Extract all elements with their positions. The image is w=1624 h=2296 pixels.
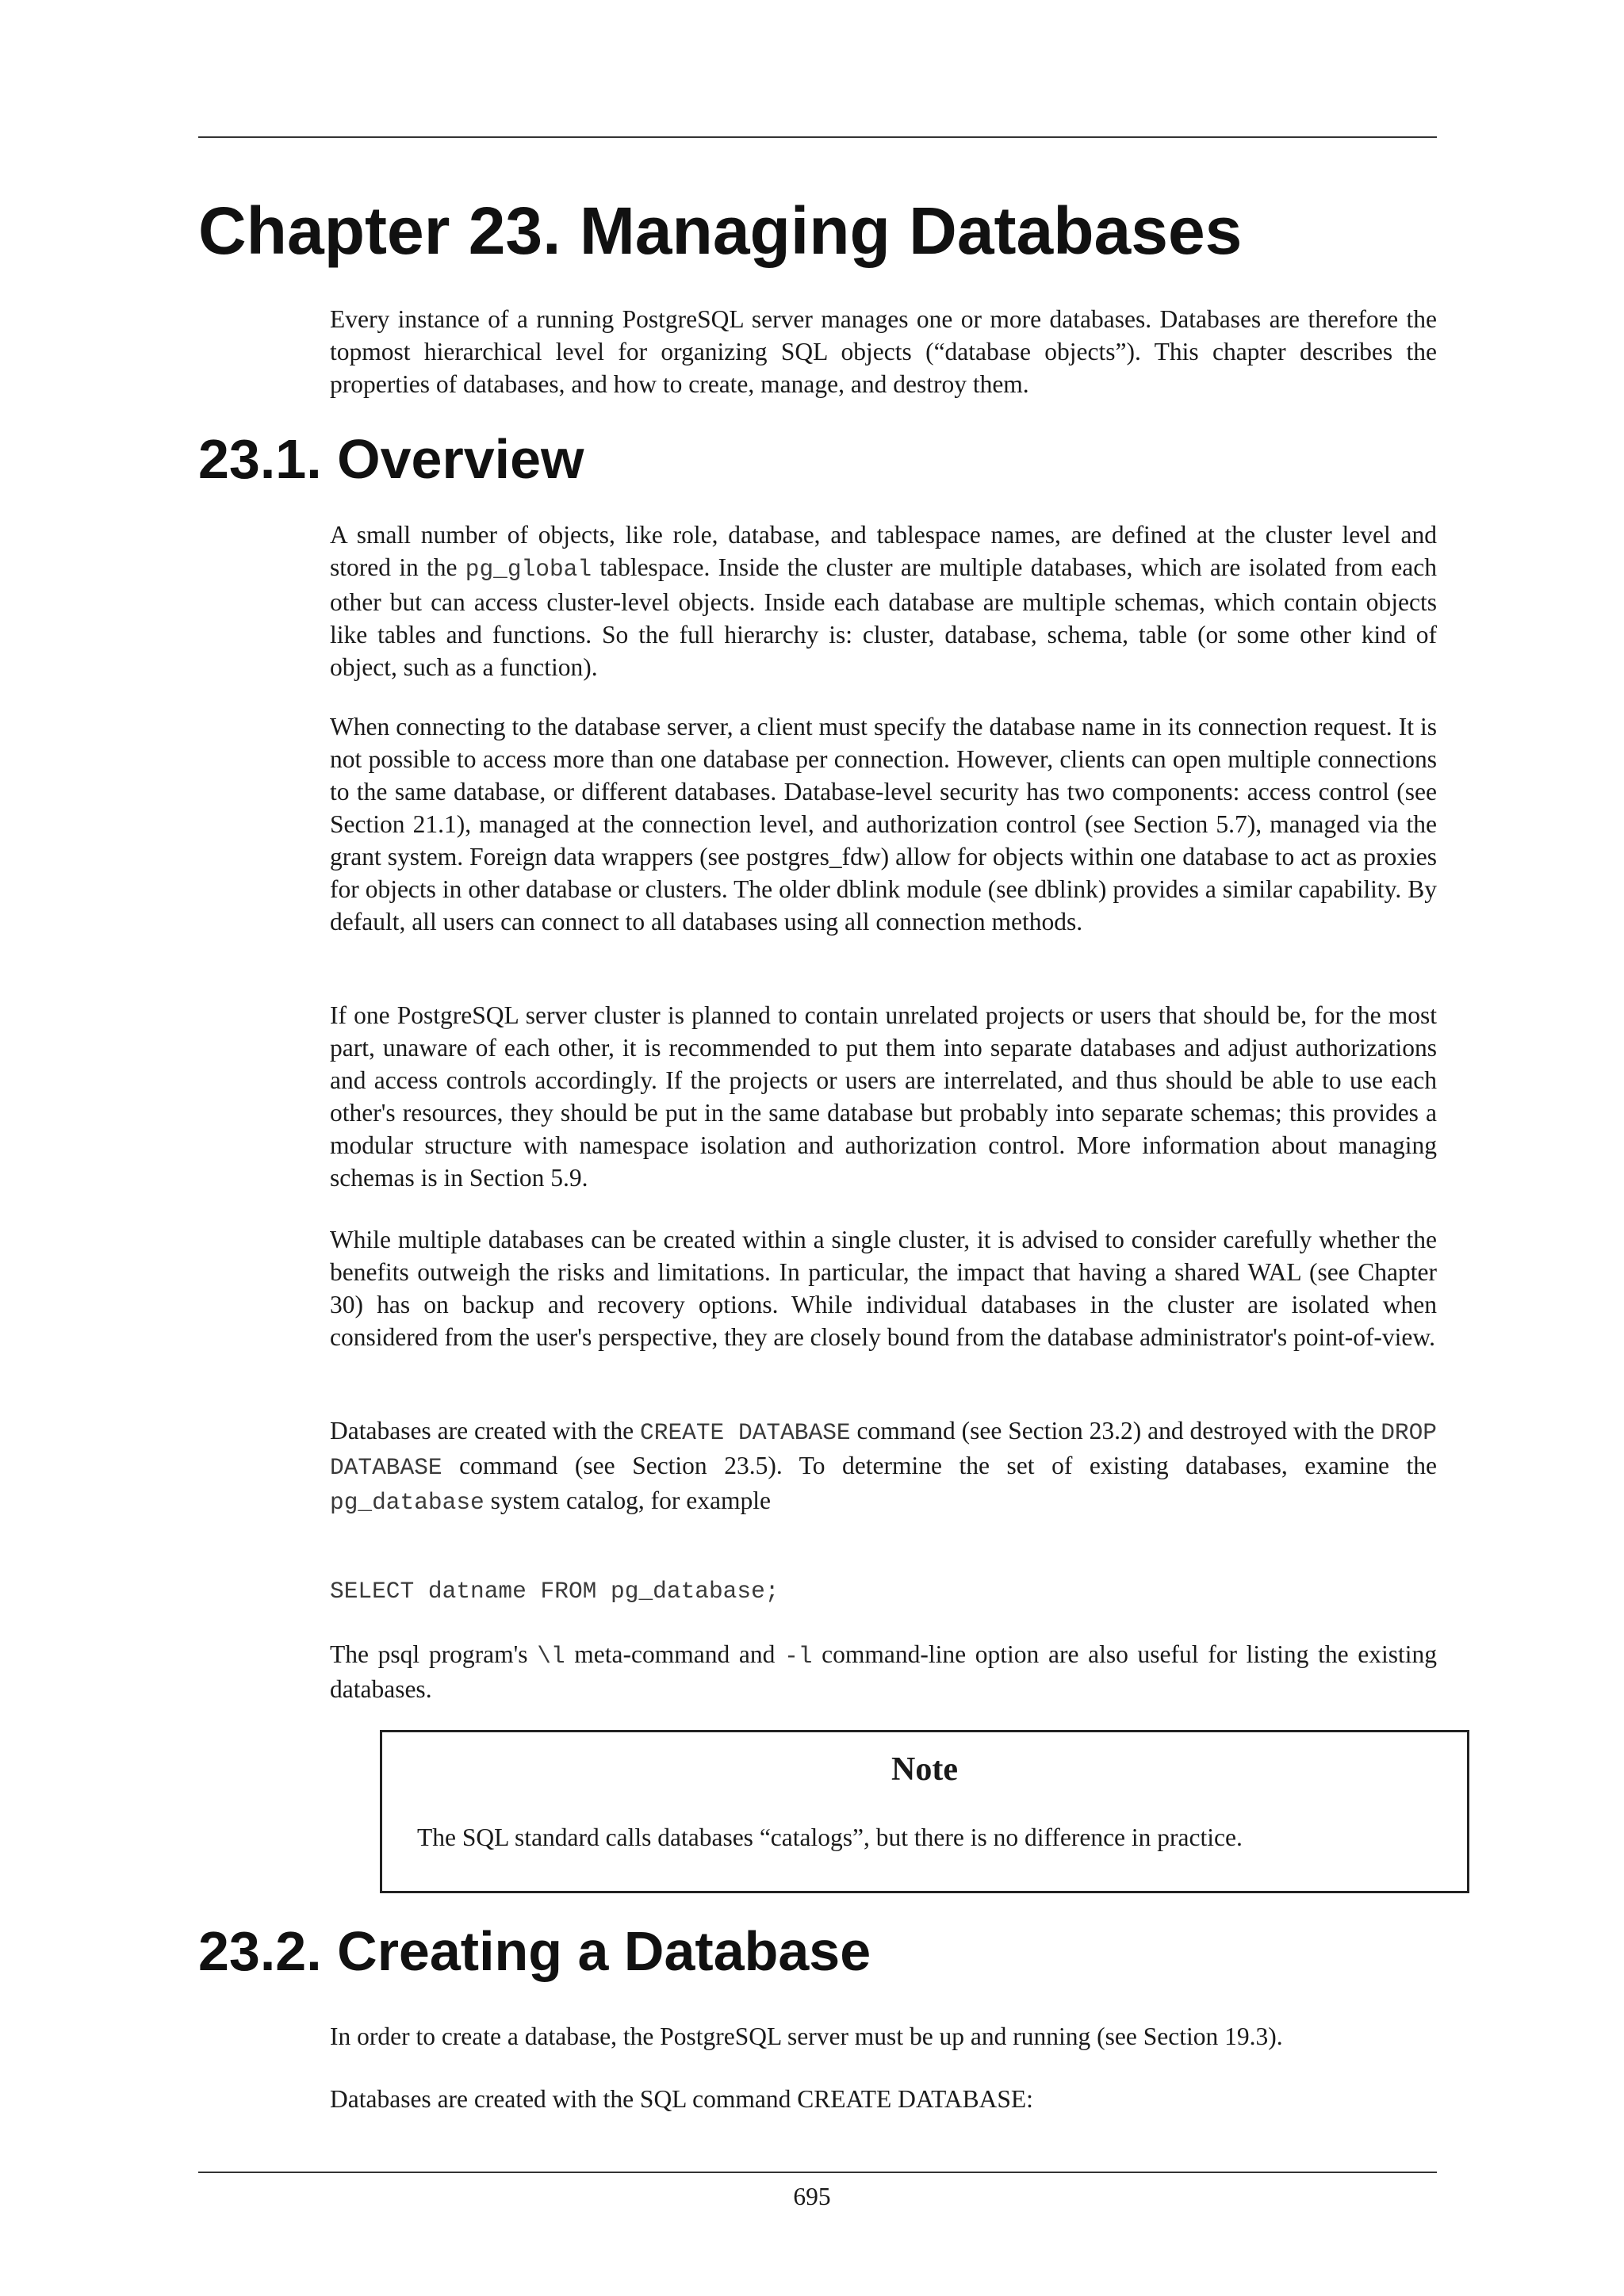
note-title: Note bbox=[891, 1751, 958, 1788]
inline-code-meta-command: \l bbox=[537, 1643, 565, 1670]
inline-code-pg-database: pg_database bbox=[330, 1489, 485, 1516]
overview-paragraph-1: A small number of objects, like role, database, and tablespace names, are defined at the cluster level and stored in the pg_global tablespace. Inside the cluster are multiple databases, which are isolated from each other but can access cluster-level objects. Inside each database are multiple schemas, which contain objects like tables and functions. So the full hierarchy is: cluster, database, schema, table (or some other kind of object, such as a function). bbox=[330, 521, 1437, 681]
note-box bbox=[380, 1730, 1469, 1893]
creating-paragraph-1: In order to create a database, the PostgreSQL server must be up and running (see Section 19.3). bbox=[330, 2022, 1283, 2050]
page-number: 695 bbox=[793, 2183, 831, 2210]
inline-code-option: -l bbox=[784, 1643, 813, 1670]
chapter-intro: Every instance of a running PostgreSQL server manages one or more databases. Databases are therefore the topmost hierarchical level for organizing SQL objects (“database objects”). This chapter describes the properties of databases, and how to create, manage, and destroy them. bbox=[330, 305, 1437, 398]
header-rule bbox=[198, 136, 1437, 138]
note-text: The SQL standard calls databases “catalogs”, but there is no difference in practice. bbox=[417, 1823, 1243, 1851]
inline-code-drop-database: DROP DATABASE bbox=[330, 1419, 1437, 1481]
code-example-select: SELECT datname FROM pg_database; bbox=[330, 1578, 779, 1605]
overview-paragraph-5: Databases are created with the CREATE DATABASE command (see Section 23.2) and destroyed with the DROP DATABASE command (see Section 23.5). To determine the set of existing databases, examine the pg_database system catalog, for example bbox=[330, 1417, 1437, 1516]
overview-paragraph-3: If one PostgreSQL server cluster is planned to contain unrelated projects or users that should be, for the most part, unaware of each other, it is recommended to put them into separate databases and adjust authorizations and access controls accordingly. If the projects or users are interrelated, and thus should be able to use each other's resources, they should be put in the same database but probably into separate schemas; this provides a modular structure with namespace isolation and authorization control. More information about managing schemas is in Section 5.9. bbox=[330, 1001, 1437, 1192]
section-title-creating: 23.2. Creating a Database bbox=[198, 1920, 871, 1982]
inline-code-pg-global: pg_global bbox=[465, 556, 592, 583]
overview-paragraph-4: While multiple databases can be created within a single cluster, it is advised to consider carefully whether the benefits outweigh the risks and limitations. In particular, the impact that having a shared WAL (see Chapter 30) has on backup and recovery options. While individual databases in the cluster are isolated when considered from the user's perspective, they are closely bound from the database administrator's point-of-view. bbox=[330, 1226, 1437, 1351]
overview-paragraph-2: When connecting to the database server, a client must specify the database name in its connection request. It is not possible to access more than one database per connection. However, clients can open multiple connections to the same database, or different databases. Database-level security has two components: access control (see Section 21.1), managed at the connection level, and authorization control (see Section 5.7), managed via the grant system. Foreign data wrappers (see postgres_fdw) allow for objects within one database to act as proxies for objects in other database or clusters. The older dblink module (see dblink) provides a similar capability. By default, all users can connect to all databases using all connection methods. bbox=[330, 713, 1437, 936]
footer-rule bbox=[198, 2172, 1437, 2173]
section-title-overview: 23.1. Overview bbox=[198, 428, 584, 490]
overview-paragraph-6: The psql program's \l meta-command and -l command-line option are also useful for listing the existing databases. bbox=[330, 1640, 1438, 1703]
creating-paragraph-2: Databases are created with the SQL command CREATE DATABASE: bbox=[330, 2085, 1033, 2113]
chapter-title: Chapter 23. Managing Databases bbox=[198, 193, 1243, 268]
inline-code-create-database: CREATE DATABASE bbox=[640, 1419, 851, 1446]
